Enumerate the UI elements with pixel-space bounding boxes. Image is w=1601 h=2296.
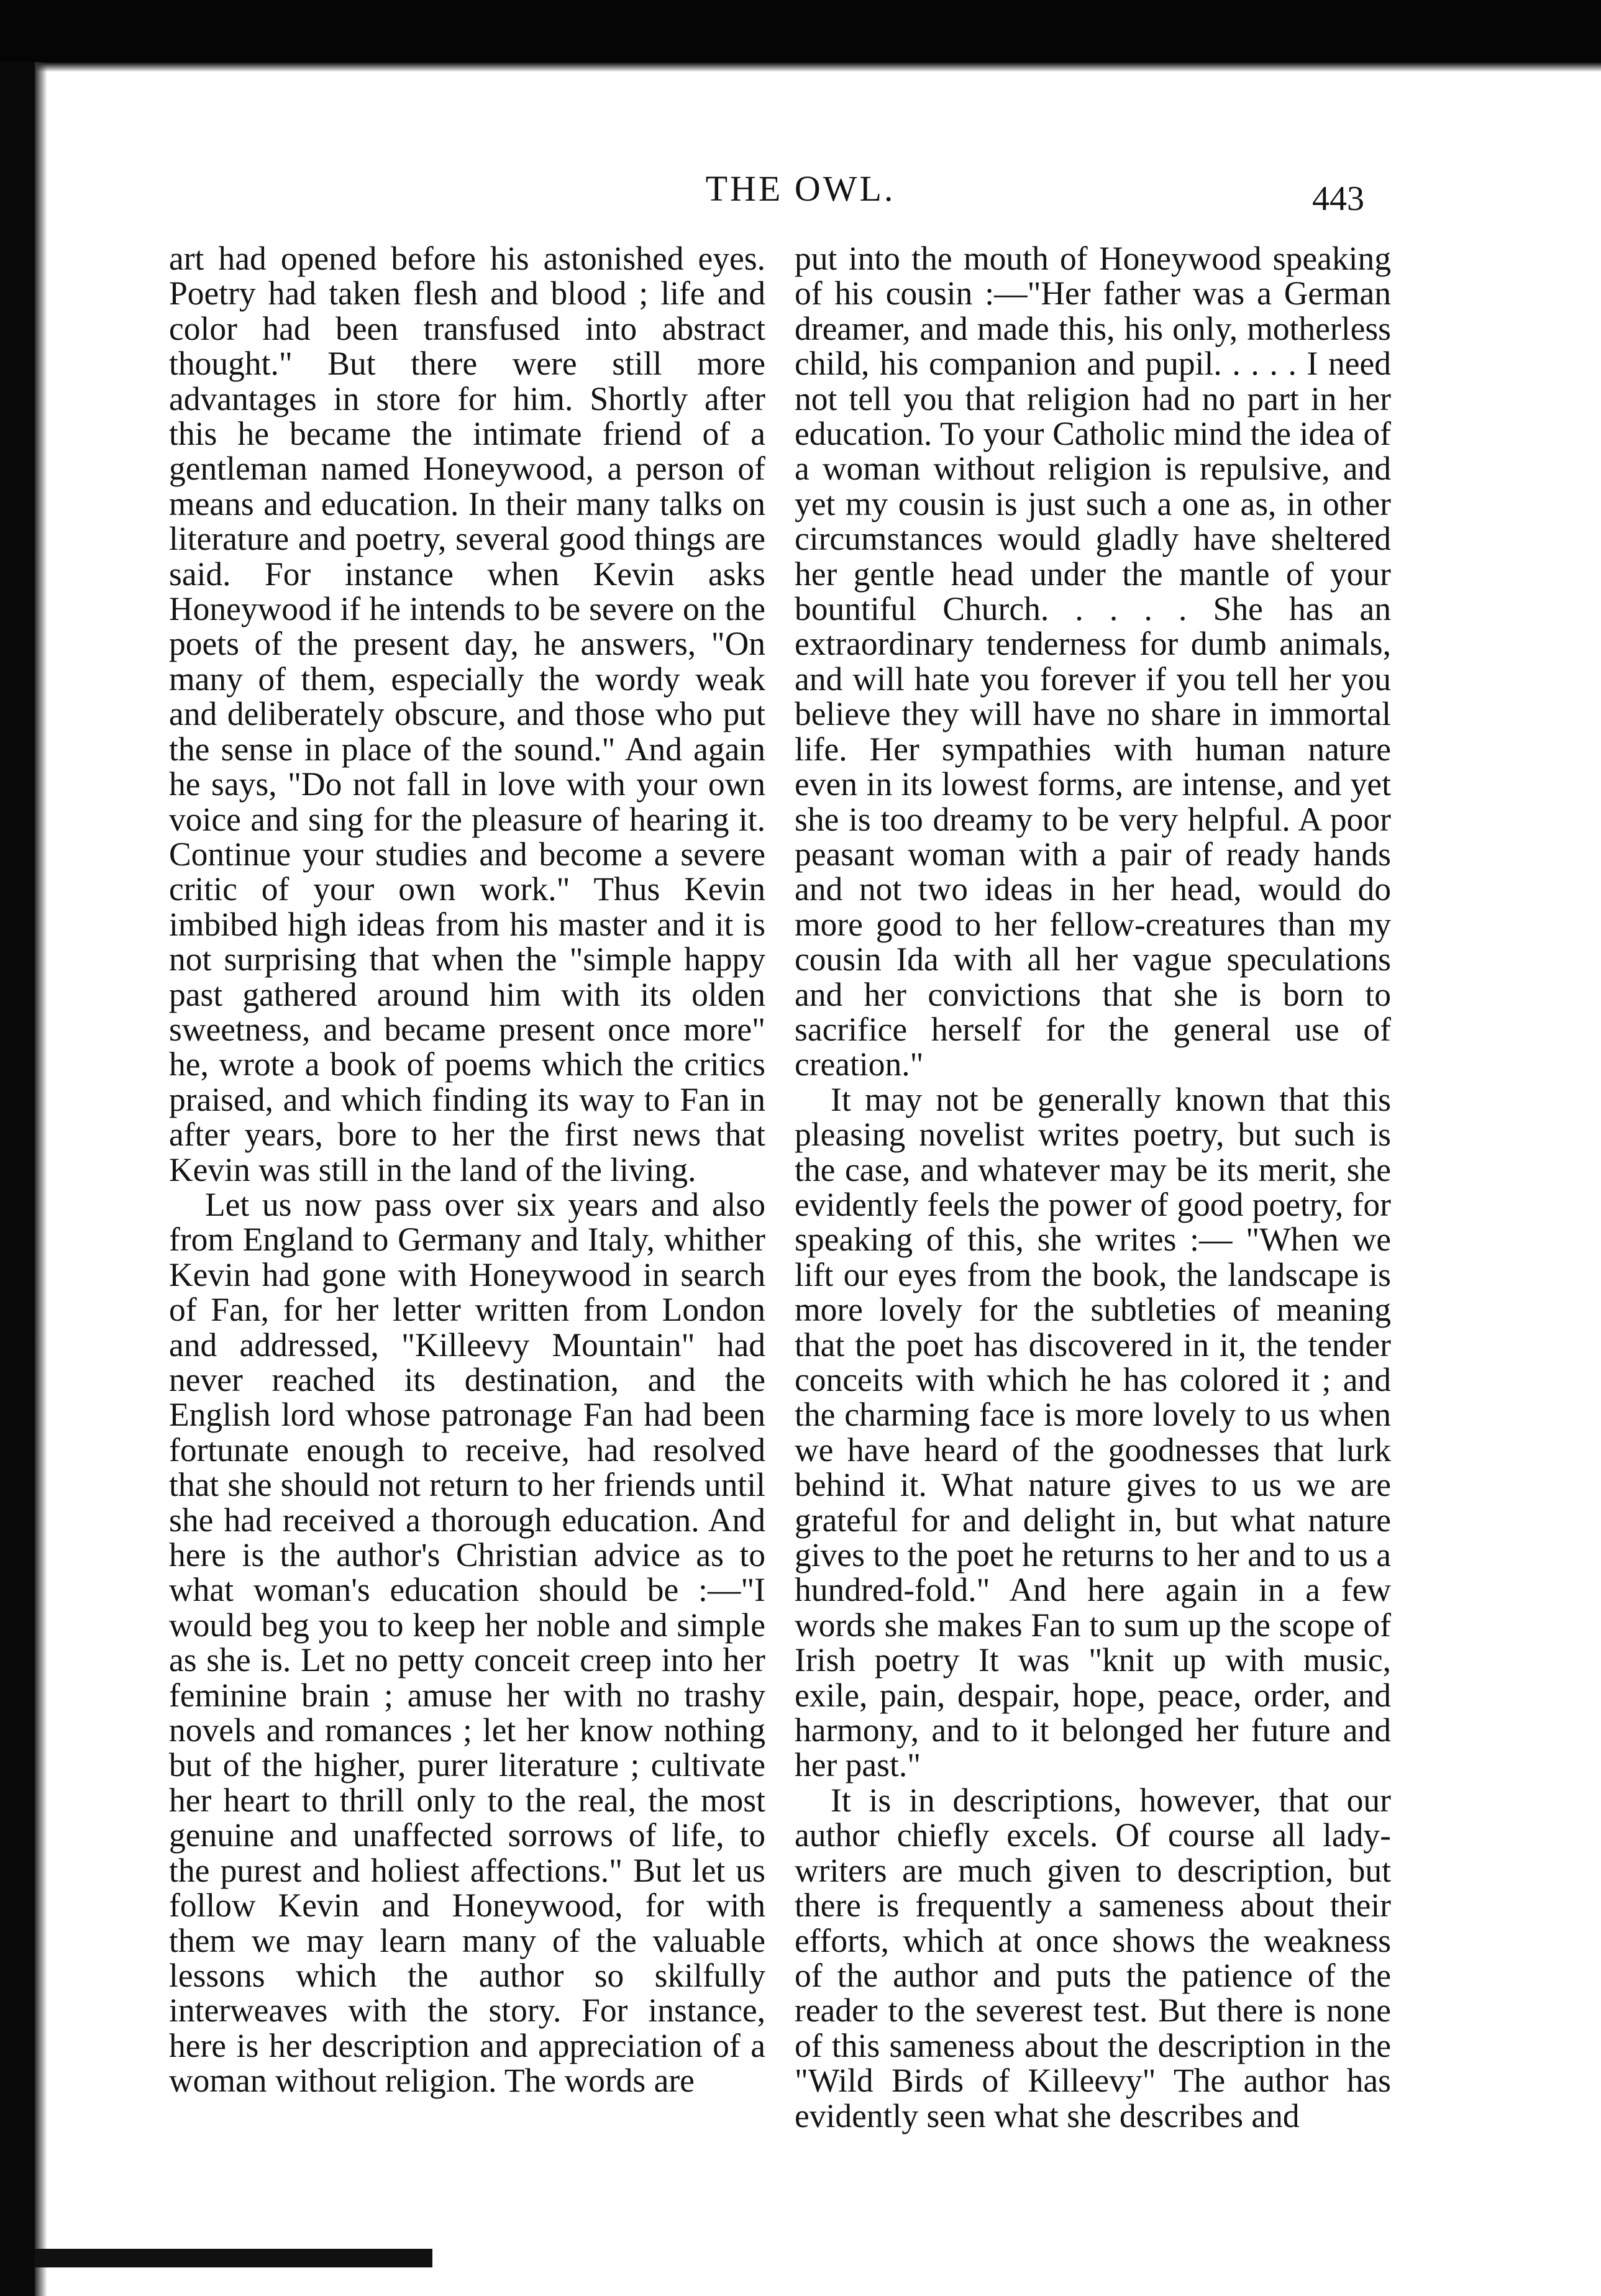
page-number: 443 (1312, 180, 1364, 218)
left-column (169, 241, 765, 2216)
paragraph: art had opened before his astonished eyes. Poetry had taken flesh and blood ; life and color had been transfused into abstract thought." But there were still more advantages in store for him. Shortly after this he became the intimate friend of a gentleman named Honeywood, a person of means and education. In their many talks on literature and poetry, several good things are said. For instance when Kevin asks Honeywood if he intends to be severe on the poets of the present day, he answers, "On many of them, especially the wordy weak and deliberately obscure, and those who put the sense in place of the sound." And again he says, "Do not fall in love with your own voice and sing for the pleasure of hearing it. Continue your studies and become a severe critic of your own work." Thus Kevin imbibed high ideas from his master and it is not surprising that when the "simple happy past gathered around him with its olden sweetness, and became present once more" he, wrote a book of poems which the critics praised, and which finding its way to Fan in after years, bore to her the first news that Kevin was still in the land of the living. (169, 240, 765, 1188)
right-column (795, 241, 1391, 2216)
scan-border-top (0, 0, 1601, 62)
scan-border-bottom (35, 2249, 432, 2267)
paragraph: It may not be generally known that this pleasing novelist writes poetry, but such is the case, and whatever may be its merit, she evidently feels the power of good poetry, for speaking of this, she writes :— "When we lift our eyes from the book, the landscape is more lovely for the subtleties of meaning that the poet has discovered in it, the tender conceits with which he has colored it ; and the charming face is more lovely to us when we have heard of the goodnesses that lurk behind it. What nature gives to us we are grateful for and delight in, but what nature gives to the poet he returns to her and to us a hundred-fold." And here again in a few words she makes Fan to sum up the scope of Irish poetry It was "knit up with music, exile, pain, despair, hope, peace, order, and harmony, and to it belonged her future and her past." (795, 1080, 1391, 1784)
scan-border-left (0, 62, 35, 2296)
paragraph: put into the mouth of Honeywood speaking of his cousin :—"Her father was a German dreamer, and made this, his only, motherless child, his companion and pupil. . . . . I need not tell you that religion had no part in her education. To your Catholic mind the idea of a woman without religion is repulsive, and yet my cousin is just such a one as, in other circumstances would gladly have sheltered her gentle head under the mantle of your bountiful Church. . . . . She has an extraordinary tenderness for dumb animals, and will hate you forever if you tell her you believe they will have no share in immortal life. Her sympathies with human nature even in its lowest forms, are intense, and yet she is too dreamy to be very helpful. A poor peasant woman with a pair of ready hands and not two ideas in her head, would do more good to her fellow-creatures than my cousin Ida with all her vague speculations and her convictions that she is born to sacrifice herself for the general use of creation." (795, 240, 1391, 1083)
running-title: THE OWL. (705, 168, 896, 209)
paragraph: Let us now pass over six years and also from England to Germany and Italy, whither Kevin had gone with Honeywood in search of Fan, for her letter written from London and addressed, "Killeevy Mountain" had never reached its destination, and the English lord whose patronage Fan had been fortunate enough to receive, had resolved that she should not return to her friends until she had received a thorough education. And here is the author's Christian advice as to what woman's education should be :—"I would beg you to keep her noble and simple as she is. Let no petty conceit creep into her feminine brain ; amuse her with no trashy novels and romances ; let her know nothing but of the higher, purer literature ; cultivate her heart to thrill only to the real, the most genuine and unaffected sorrows of life, to the purest and holiest affections." But let us follow Kevin and Honeywood, for with them we may learn many of the valuable lessons which the author so skilfully interweaves with the story. For instance, here is her description and appreciation of a woman without religion. The words are (169, 1185, 765, 2100)
paragraph: It is in descriptions, however, that our author chiefly excels. Of course all lady-writers are much given to description, but there is frequently a sameness about their efforts, which at once shows the weakness of the author and puts the patience of the reader to the severest test. But there is none of this sameness about the description in the "Wild Birds of Killeevy" The author has evidently seen what she describes and (795, 1781, 1391, 2134)
